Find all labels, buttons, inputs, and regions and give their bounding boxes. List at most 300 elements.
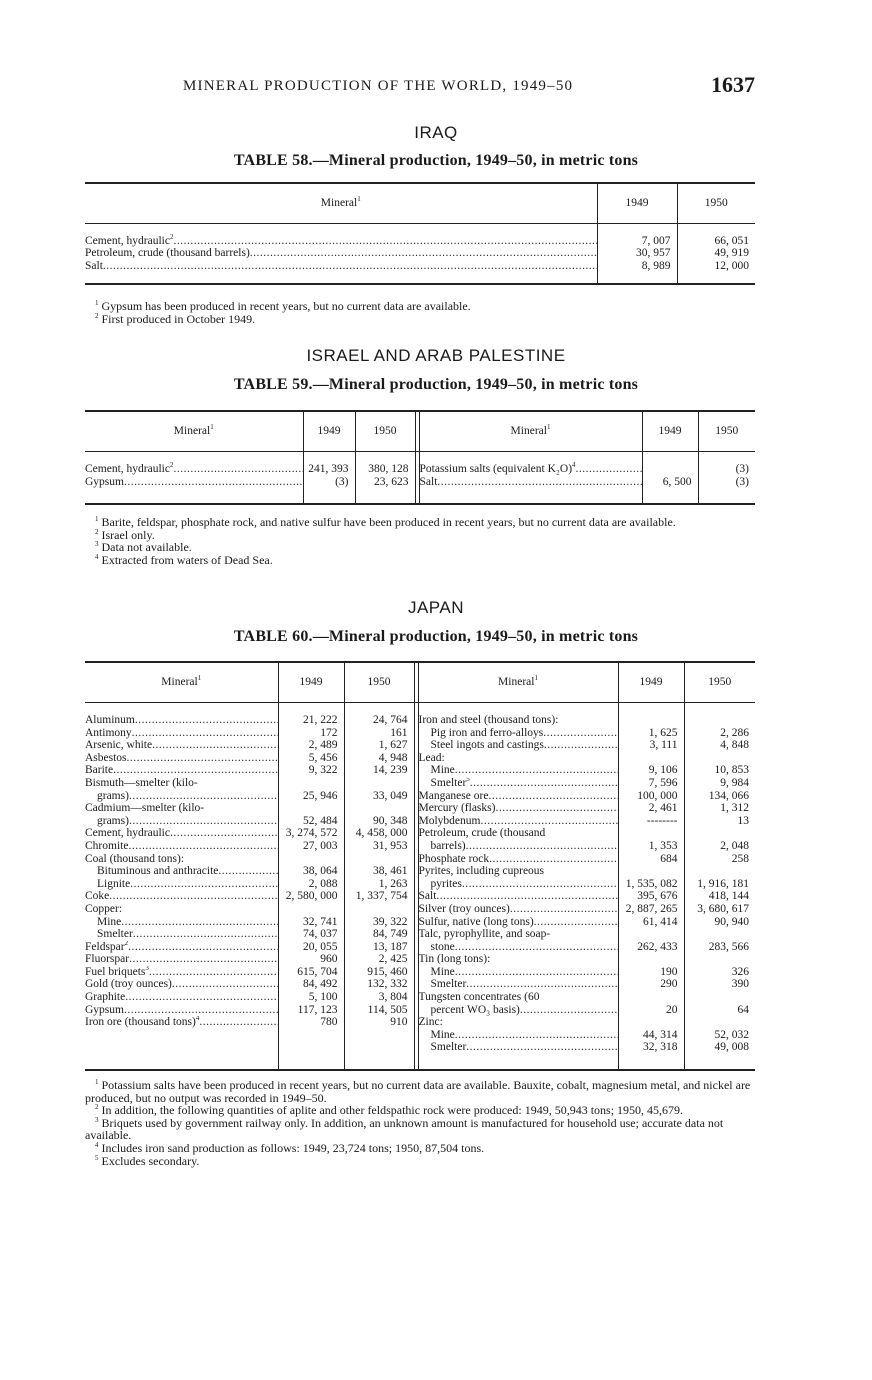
footnote-mark: 2	[169, 461, 174, 470]
footnote-text: Potassium salts have been produced in recent years, but no current data are available. Bauxite, cobalt, magnesium metal, and nickel are produced, but no output was recorded in 1949–50.	[85, 1078, 751, 1105]
value-1949: 1, 353	[618, 840, 684, 853]
value-1949: 2, 461	[618, 802, 684, 815]
value-1949: 6, 500	[642, 476, 698, 489]
dot-leader	[133, 928, 278, 940]
mineral-label: Talc, pyrophyllite, and soap-	[418, 928, 551, 941]
value-1949: 20	[618, 1004, 684, 1017]
empty-cell	[419, 488, 642, 504]
mineral-name	[418, 878, 618, 891]
table-row	[85, 853, 755, 866]
country-heading-japan: JAPAN	[407, 598, 465, 617]
value-1949: 7, 596	[618, 777, 684, 790]
value-1949	[278, 777, 344, 790]
value-1949: 74, 037	[278, 928, 344, 941]
mineral-name	[85, 451, 303, 476]
dot-leader	[455, 941, 618, 953]
table-row	[85, 802, 755, 815]
value-1950: 161	[344, 727, 414, 740]
mineral-label: Gypsum	[85, 475, 124, 488]
value-1950: 64	[737, 1003, 749, 1016]
footnote-mark: 5	[466, 776, 470, 784]
value-1950: 1, 627	[344, 739, 414, 752]
mineral-label: Petroleum, crude (thousand	[418, 827, 546, 840]
mineral-label: Manganese ore	[418, 789, 489, 802]
dot-leader	[480, 815, 618, 827]
mineral-name	[418, 802, 618, 815]
footnote-text: In addition, the following quantities of aplite and other feldspathic rock were produced: 1949, 50,943 tons; 1950, 45,679.	[101, 1103, 684, 1118]
empty-cell	[85, 1041, 278, 1054]
empty-cell	[344, 1041, 414, 1054]
mineral-label: Phosphate rock	[418, 852, 490, 865]
dot-leader	[436, 890, 618, 902]
mineral-name	[418, 827, 618, 840]
value-1949: 3, 274, 572	[278, 827, 344, 840]
dot-leader	[129, 953, 278, 965]
value-1950: 90, 940	[714, 915, 749, 928]
value-1949	[278, 853, 344, 866]
column-header-1949-right: 1949	[642, 411, 698, 451]
value-1950: 2, 048	[720, 839, 749, 852]
mineral-name	[418, 890, 618, 903]
value-1949: 52, 484	[278, 815, 344, 828]
mineral-label: Mercury (flasks)	[418, 802, 496, 815]
mineral-name	[418, 1016, 618, 1029]
empty-cell	[278, 1029, 344, 1042]
value-1950: 12, 000	[714, 259, 749, 272]
mineral-name	[418, 764, 618, 777]
dot-leader	[543, 727, 618, 739]
value-1950: 10, 853	[714, 764, 749, 777]
value-1949	[618, 1016, 684, 1029]
dot-leader	[462, 878, 618, 890]
value-1950	[684, 1016, 755, 1029]
mineral-label: Silver (troy ounces)	[418, 902, 510, 915]
value-1950: 33, 049	[344, 790, 414, 803]
mineral-label: barrels)	[430, 839, 466, 852]
empty-cell	[85, 488, 303, 504]
value-1950	[684, 827, 755, 840]
table-row	[85, 727, 755, 740]
table-row	[85, 903, 755, 916]
footnote	[85, 1155, 757, 1168]
value-1950	[684, 865, 755, 878]
mineral-label: Gold (troy ounces)	[85, 978, 172, 991]
mineral-label: Iron ore (thousand tons)	[85, 1016, 196, 1029]
mineral-label: Mine	[430, 965, 455, 978]
value-1950: 4, 848	[720, 739, 749, 752]
value-1949: 25, 946	[278, 790, 344, 803]
dot-leader	[170, 827, 278, 839]
column-header-mineral-right: Mineral$^1$	[419, 411, 642, 451]
mineral-label: Mine	[97, 915, 122, 928]
column-header-1949-left: 1949	[278, 662, 344, 702]
value-1950: 24, 764	[344, 702, 414, 727]
table-row	[85, 941, 755, 954]
mineral-label: pyrites	[430, 877, 462, 890]
value-1950: 2, 425	[344, 953, 414, 966]
value-1949	[642, 451, 698, 476]
empty-cell	[344, 1029, 414, 1042]
value-1949: 9, 106	[618, 764, 684, 777]
empty-cell	[303, 488, 355, 504]
footnotes-59	[85, 516, 757, 566]
mineral-name	[418, 777, 618, 790]
value-1949: 615, 704	[278, 966, 344, 979]
value-1949: 1, 535, 082	[618, 878, 684, 891]
value-1950: 3, 680, 617	[697, 902, 749, 915]
mineral-name	[85, 739, 278, 752]
mineral-name	[418, 1004, 618, 1017]
table-row	[85, 840, 755, 853]
footnote-mark: 5	[95, 1153, 99, 1162]
table-row	[85, 991, 755, 1004]
table-row	[85, 777, 755, 790]
country-heading-israel: ISRAEL AND ARAB PALESTINE	[306, 346, 566, 365]
table-row	[85, 1016, 755, 1029]
value-1949: 172	[278, 727, 344, 740]
footnote-text: First produced in October 1949.	[101, 311, 256, 326]
column-header-mineral-left: Mineral$^1$	[85, 411, 303, 451]
value-1950: (3)	[735, 475, 749, 488]
mineral-label: Mine	[430, 1028, 455, 1041]
table-row	[85, 476, 755, 489]
mineral-label: Bismuth—smelter (kilo-	[85, 776, 198, 789]
mineral-label: Chromite	[85, 839, 129, 852]
column-header-mineral-right: Mineral$^1$	[418, 662, 618, 702]
footnote	[85, 1079, 757, 1104]
value-1949: 8, 989	[597, 260, 677, 273]
value-1950: 23, 623	[355, 476, 415, 489]
mineral-label: Potassium salts (equivalent K₂O)	[419, 463, 573, 476]
value-1949: 2, 580, 000	[278, 890, 344, 903]
table-title-58: TABLE 58.—Mineral production, 1949–50, in metric tons	[233, 152, 639, 169]
mineral-label: Cement, hydraulic	[85, 463, 170, 476]
mineral-label: Tin (long tons):	[418, 953, 491, 966]
mineral-label: Tungsten concentrates (60	[418, 991, 540, 1004]
value-1950: 1, 263	[344, 878, 414, 891]
table-row	[85, 247, 755, 260]
value-1949	[618, 865, 684, 878]
column-header-1950: 1950	[704, 197, 728, 210]
table-row	[85, 865, 755, 878]
value-1950: 4, 948	[344, 752, 414, 765]
mineral-label: Coal (thousand tons):	[85, 852, 185, 865]
dot-leader	[132, 727, 278, 739]
mineral-name	[418, 1041, 618, 1054]
dot-leader	[172, 978, 278, 990]
value-1950: 380, 128	[355, 451, 415, 476]
footnote-mark: 1	[95, 1078, 99, 1086]
empty-cell	[278, 1041, 344, 1054]
footnote-mark: 3	[145, 965, 149, 973]
mineral-name	[85, 752, 278, 765]
mineral-name	[418, 739, 618, 752]
mineral-label: Petroleum, crude (thousand barrels)	[85, 247, 250, 259]
table-row	[85, 260, 755, 273]
table-row	[85, 878, 755, 891]
value-1950: 52, 032	[714, 1028, 749, 1041]
table-58	[85, 182, 755, 285]
value-1949: 30, 957	[597, 247, 677, 260]
dot-leader	[130, 878, 278, 890]
value-1949: 21, 222	[278, 702, 344, 727]
mineral-name	[85, 1016, 278, 1029]
page-number: 1637	[711, 72, 755, 97]
value-1949: 27, 003	[278, 840, 344, 853]
column-header-1949: 1949	[597, 183, 677, 223]
mineral-name	[85, 953, 278, 966]
dot-leader	[199, 1016, 278, 1028]
table-row	[85, 451, 755, 476]
dot-leader	[510, 903, 618, 915]
footnote-text: Briquets used by government railway only. In addition, an unknown amount is manufactured for household use; accurate data not available.	[85, 1115, 724, 1143]
value-1949: 684	[618, 853, 684, 866]
mineral-name	[418, 790, 618, 803]
table-row	[85, 739, 755, 752]
mineral-label: Cement, hydraulic	[85, 827, 170, 840]
table-row	[85, 827, 755, 840]
value-1950	[684, 752, 755, 765]
value-1949: 3, 111	[618, 739, 684, 752]
footnote	[85, 516, 757, 529]
mineral-label: Pig iron and ferro-alloys	[430, 726, 544, 739]
value-1949: 38, 064	[278, 865, 344, 878]
table-title-59: TABLE 59.—Mineral production, 1949–50, in metric tons	[233, 376, 639, 393]
mineral-label: Molybdenum	[418, 814, 481, 827]
value-1949: 5, 100	[278, 991, 344, 1004]
table-row	[85, 928, 755, 941]
dot-leader	[466, 840, 618, 852]
mineral-name	[85, 966, 278, 979]
mineral-name	[418, 702, 618, 727]
value-1950: 38, 461	[344, 865, 414, 878]
footnote-text: Israel only.	[101, 527, 155, 542]
table-bottom-padding	[85, 488, 755, 504]
value-1949: 2, 489	[278, 739, 344, 752]
value-1950: 39, 322	[344, 916, 414, 929]
mineral-label: Pyrites, including cupreous	[418, 865, 545, 878]
dot-leader	[129, 815, 278, 827]
value-1950	[344, 853, 414, 866]
value-1950: 84, 749	[344, 928, 414, 941]
table-row	[85, 752, 755, 765]
mineral-label: grams)	[97, 789, 129, 802]
column-header-mineral: Mineral$^1$	[85, 183, 597, 223]
value-1950	[684, 991, 755, 1004]
mineral-name	[85, 247, 597, 260]
mineral-name	[418, 840, 618, 853]
table-row	[85, 916, 755, 929]
value-1949	[618, 702, 684, 727]
value-1949: 5, 456	[278, 752, 344, 765]
mineral-label: Sulfur, native (long tons)	[418, 915, 534, 928]
footnote-mark: 1	[95, 515, 99, 523]
value-1950: 132, 332	[344, 978, 414, 991]
column-header-1949-left: 1949	[303, 411, 355, 451]
value-1949: 2, 887, 265	[618, 903, 684, 916]
mineral-label: stone	[430, 940, 455, 953]
mineral-name	[85, 890, 278, 903]
empty-cell	[677, 272, 755, 284]
footnote-mark: 2	[95, 527, 99, 536]
value-1949: 190	[618, 966, 684, 979]
mineral-name	[85, 802, 278, 815]
table-60	[85, 661, 755, 1071]
value-1950: 1, 337, 754	[344, 890, 414, 903]
mineral-name	[418, 865, 618, 878]
mineral-label: Antimony	[85, 726, 132, 739]
footnote-text: Includes iron sand production as follows: 1949, 23,724 tons; 1950, 87,504 tons.	[101, 1140, 485, 1155]
footnote-mark: 4	[95, 552, 99, 561]
dot-leader	[455, 966, 618, 978]
dot-leader	[135, 714, 278, 726]
mineral-label: Lignite	[97, 877, 131, 890]
column-header-mineral-left: Mineral$^1$	[85, 662, 278, 702]
value-1950: (3)	[735, 463, 749, 476]
footnotes-58	[85, 300, 757, 325]
mineral-label: Salt	[85, 259, 103, 272]
value-1949: 117, 123	[278, 1004, 344, 1017]
table-row	[85, 223, 755, 247]
mineral-label: Fluorspar	[85, 953, 130, 966]
table-title-60: TABLE 60.—Mineral production, 1949–50, in metric tons	[233, 628, 639, 645]
mineral-label: Bituminous and anthracite	[97, 865, 219, 878]
value-1950: 134, 066	[708, 789, 749, 802]
footnote-text: Data not available.	[101, 540, 192, 555]
mineral-label: Coke	[85, 890, 110, 903]
value-1950: 390	[731, 978, 749, 991]
mineral-name	[85, 764, 278, 777]
value-1950: 258	[731, 852, 749, 865]
dot-leader	[129, 790, 278, 802]
table-bottom-padding	[85, 1054, 755, 1070]
dot-leader	[455, 1029, 618, 1041]
mineral-name	[419, 476, 642, 489]
mineral-label: Smelter	[430, 776, 467, 789]
mineral-label: Gypsum	[85, 1003, 124, 1016]
empty-cell	[278, 1054, 344, 1070]
empty-cell	[355, 488, 415, 504]
value-1950: 13	[737, 814, 749, 827]
value-1950	[344, 903, 414, 916]
value-1949: 9, 322	[278, 764, 344, 777]
value-1949: 84, 492	[278, 978, 344, 991]
footnote-text: Excludes secondary.	[101, 1153, 200, 1168]
footnote-mark: 3	[95, 540, 99, 549]
value-1950: 915, 460	[344, 966, 414, 979]
value-1949	[618, 752, 684, 765]
table-row	[85, 1041, 755, 1054]
value-1950: 2, 286	[720, 726, 749, 739]
mineral-label: Smelter	[97, 928, 133, 941]
footnote-mark: 2	[95, 311, 99, 320]
value-1950	[344, 802, 414, 815]
value-1949	[278, 802, 344, 815]
mineral-label: Salt	[419, 475, 438, 488]
value-1950: 90, 348	[344, 815, 414, 828]
value-1949: 44, 314	[618, 1029, 684, 1042]
mineral-label: Mine	[430, 764, 455, 777]
value-1949: 1, 625	[618, 727, 684, 740]
value-1950	[344, 777, 414, 790]
value-1950: 283, 566	[708, 940, 749, 953]
mineral-name	[418, 978, 618, 991]
country-heading-iraq: IRAQ	[414, 123, 458, 142]
mineral-name	[85, 777, 278, 790]
empty-cell	[642, 488, 698, 504]
value-1950: 3, 804	[344, 991, 414, 1004]
value-1950: 1, 312	[720, 802, 749, 815]
dot-leader	[534, 916, 618, 928]
mineral-name	[418, 941, 618, 954]
footnote-text: Barite, feldspar, phosphate rock, and native sulfur have been produced in recent years, but no current data are available.	[101, 515, 676, 529]
footnote-text: Gypsum has been produced in recent years, but no current data are available.	[101, 299, 471, 313]
value-1949: 395, 676	[618, 890, 684, 903]
mineral-name	[85, 928, 278, 941]
dot-leader	[455, 764, 618, 776]
mineral-label: percent WO₃ basis)	[430, 1003, 520, 1016]
mineral-label: Steel ingots and castings	[430, 739, 544, 752]
value-1950: 49, 919	[714, 247, 749, 259]
empty-cell	[597, 272, 677, 284]
value-1949: 100, 000	[618, 790, 684, 803]
value-1950: 418, 144	[708, 890, 749, 903]
value-1950: 910	[344, 1016, 414, 1029]
table-row	[85, 966, 755, 979]
mineral-label: Salt	[418, 890, 437, 903]
table-bottom-padding	[85, 272, 755, 284]
dot-leader	[437, 476, 642, 488]
footnote	[85, 1117, 757, 1142]
mineral-label: Zinc:	[418, 1016, 443, 1029]
table-row	[85, 953, 755, 966]
mineral-label: Lead:	[418, 751, 445, 764]
footnote	[85, 313, 757, 326]
mineral-name	[418, 1029, 618, 1042]
empty-cell	[418, 1054, 618, 1070]
table-row	[85, 815, 755, 828]
dot-leader	[466, 978, 618, 990]
value-1949	[278, 903, 344, 916]
value-1950: 31, 953	[344, 840, 414, 853]
value-1950	[684, 953, 755, 966]
mineral-name	[85, 865, 278, 878]
value-1949	[618, 991, 684, 1004]
value-1949: 262, 433	[618, 941, 684, 954]
dot-leader	[121, 916, 278, 928]
table-59	[85, 410, 755, 505]
value-1949: 2, 088	[278, 878, 344, 891]
mineral-label: Feldspar	[85, 940, 125, 953]
table-row	[85, 790, 755, 803]
dot-leader	[103, 260, 597, 272]
value-1950	[684, 702, 755, 727]
empty-cell	[684, 1054, 755, 1070]
mineral-label: Fuel briquets	[85, 965, 146, 978]
value-1950: 13, 187	[344, 941, 414, 954]
value-1950: 14, 239	[344, 764, 414, 777]
mineral-name	[418, 928, 618, 941]
empty-cell	[85, 272, 597, 284]
table-row	[85, 1029, 755, 1042]
mineral-label: Copper:	[85, 902, 123, 915]
value-1949: 7, 007	[597, 223, 677, 247]
dot-leader	[124, 1004, 278, 1016]
dot-leader	[495, 802, 618, 814]
running-header	[183, 72, 755, 102]
dot-leader	[152, 739, 278, 751]
mineral-name	[85, 840, 278, 853]
